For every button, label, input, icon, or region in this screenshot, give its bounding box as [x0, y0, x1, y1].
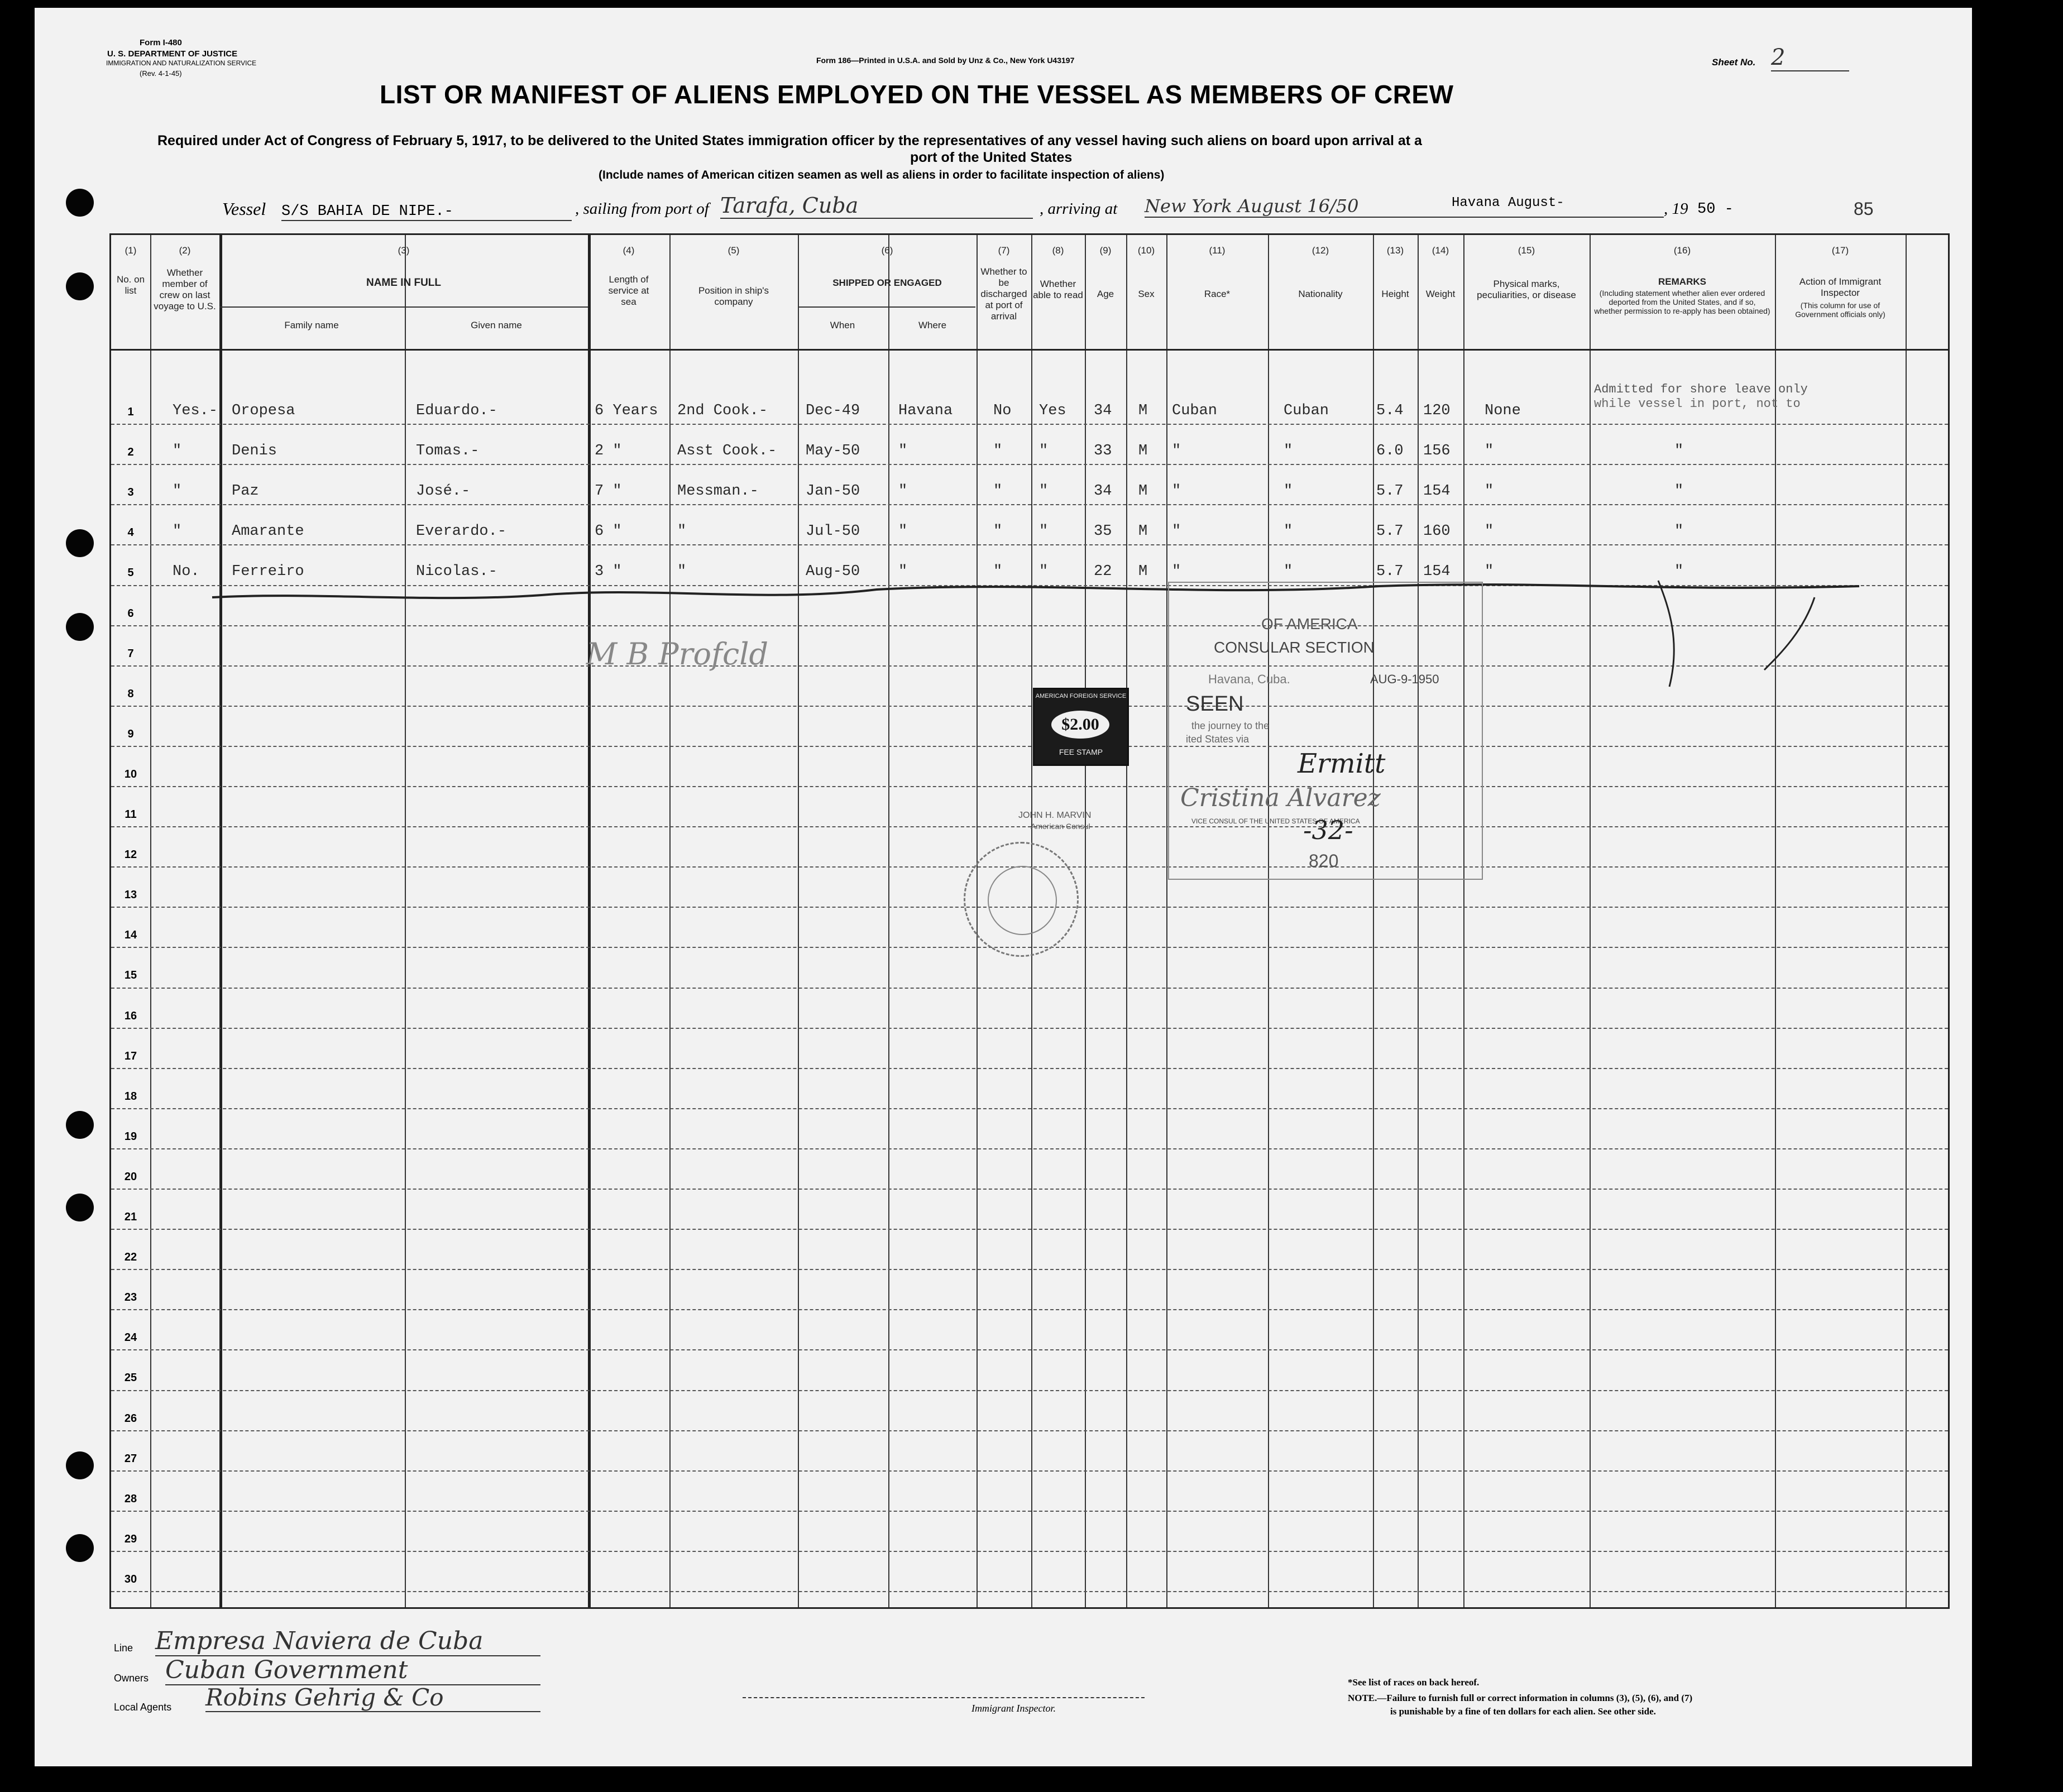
page-number: 85: [1854, 199, 1874, 219]
row-number: 24: [124, 1331, 137, 1344]
cell-able-to-read: ": [1039, 483, 1049, 500]
row-number: 18: [124, 1090, 137, 1103]
cell-previous-voyage: Yes.-: [173, 403, 218, 419]
row-number: 5: [127, 567, 134, 579]
arriving-value: New York August 16/50: [1145, 195, 1664, 218]
cell-weight: 120: [1423, 403, 1451, 419]
row-number: 14: [124, 929, 137, 941]
cell-weight: 154: [1423, 483, 1451, 500]
row-number: 27: [124, 1453, 137, 1465]
cell-previous-voyage: No.: [173, 563, 200, 580]
row-number: 8: [127, 688, 134, 700]
col-label-remarks: REMARKS: [1658, 276, 1706, 287]
row-number: 7: [127, 648, 134, 660]
cell-race: ": [1172, 563, 1181, 580]
row-divider: [111, 1108, 1948, 1109]
circular-seal: [964, 842, 1079, 957]
stamp-handwritten: -32-: [1303, 815, 1353, 845]
cell-height: 5.7: [1376, 523, 1404, 540]
cell-family-name: Denis: [232, 443, 277, 459]
cell-race: ": [1172, 483, 1181, 500]
cell-remarks: ": [1674, 483, 1684, 500]
row-divider: [111, 1309, 1948, 1310]
stamp-journey2: ited States via: [1186, 734, 1250, 745]
cell-shipped-where: Havana: [898, 403, 953, 419]
cell-discharged: ": [993, 443, 1003, 459]
row-divider: [111, 786, 1948, 787]
col-label-position: Position in ship's company: [698, 285, 769, 307]
row-number: 3: [127, 486, 134, 499]
stamp-vice-consul: VICE CONSUL OF THE UNITED STATES OF AMERICA: [1191, 817, 1360, 825]
col-num-5: (5): [727, 245, 740, 256]
fee-stamp-top: AMERICAN FOREIGN SERVICE: [1035, 693, 1127, 699]
col-num-15: (15): [1518, 245, 1535, 256]
row-number: 22: [124, 1251, 137, 1263]
cell-physical-marks: ": [1485, 443, 1494, 459]
row-number: 29: [124, 1533, 137, 1545]
arriving-typed: Havana August-: [1452, 195, 1564, 210]
binder-hole: [66, 613, 94, 641]
cell-shipped-when: May-50: [806, 443, 860, 459]
revision: (Rev. 4-1-45): [140, 69, 182, 78]
cell-weight: 160: [1423, 523, 1451, 540]
footer-line-label: Line: [114, 1642, 133, 1654]
printer-note: Form 186—Printed in U.S.A. and Sold by Unz & Co., New York U43197: [816, 56, 1075, 65]
row-number: 16: [124, 1010, 137, 1022]
footer-inspector-label: Immigrant Inspector.: [971, 1703, 1056, 1714]
sheet-label: Sheet No.: [1712, 57, 1756, 68]
col-num-7: (7): [998, 245, 1010, 256]
consul-name: JOHN H. MARVIN: [1018, 811, 1092, 820]
row-number: 19: [124, 1130, 137, 1143]
cell-previous-voyage: ": [173, 483, 182, 500]
col-label-action: Action of Immigrant Inspector: [1799, 276, 1882, 298]
col-num-2: (2): [179, 245, 191, 256]
cell-able-to-read: ": [1039, 563, 1049, 580]
cell-length-of-service: 7 ": [595, 483, 622, 500]
subtitle-line2: port of the United States: [910, 150, 1073, 165]
cell-family-name: Ferreiro: [232, 563, 304, 580]
col-label-age: Age: [1097, 289, 1114, 299]
cell-length-of-service: 6 Years: [595, 403, 658, 419]
service: IMMIGRATION AND NATURALIZATION SERVICE: [106, 59, 257, 67]
cell-age: 33: [1094, 443, 1112, 459]
cell-race: Cuban: [1172, 403, 1218, 419]
cell-age: 34: [1094, 403, 1112, 419]
row-number: 26: [124, 1412, 137, 1425]
row-number: 15: [124, 969, 137, 981]
col-num-4: (4): [623, 245, 635, 256]
cell-nationality: ": [1284, 563, 1293, 580]
row-divider: [111, 1229, 1948, 1230]
row-divider: [111, 1390, 1948, 1391]
stamp-number: 820: [1309, 851, 1339, 871]
stamp-city: Havana, Cuba.: [1208, 672, 1290, 686]
sheet-number: 2: [1771, 45, 1849, 71]
cell-able-to-read: ": [1039, 523, 1049, 540]
cell-position: Asst Cook.-: [677, 443, 777, 459]
col-num-6: (6): [881, 245, 893, 256]
col-num-8: (8): [1052, 245, 1064, 256]
col-num-3: (3): [398, 245, 410, 256]
row-divider: [111, 504, 1948, 505]
cell-length-of-service: 2 ": [595, 443, 622, 459]
cell-previous-voyage: ": [173, 443, 182, 459]
year-label: , 19: [1664, 200, 1688, 218]
vessel-value: S/S BAHIA DE NIPE.-: [281, 203, 572, 221]
cell-discharged: No: [993, 403, 1012, 419]
col-num-9: (9): [1099, 245, 1112, 256]
cell-given-name: Eduardo.-: [416, 403, 497, 419]
cell-position: ": [677, 523, 687, 540]
page-title: LIST OR MANIFEST OF ALIENS EMPLOYED ON THE VESSEL AS MEMBERS OF CREW: [380, 80, 1454, 109]
row-divider: [111, 1028, 1948, 1029]
cell-length-of-service: 6 ": [595, 523, 622, 540]
fee-stamp-value: $2.00: [1051, 711, 1109, 739]
col-label-family-name: Family name: [284, 320, 339, 330]
col-num-12: (12): [1311, 245, 1329, 256]
handwritten-initials: M B Profcld: [586, 636, 769, 672]
cell-physical-marks: None: [1485, 403, 1521, 419]
footer-agents-label: Local Agents: [114, 1702, 172, 1713]
cell-previous-voyage: ": [173, 523, 182, 540]
cell-family-name: Oropesa: [232, 403, 295, 419]
remarks-row1-line2: while vessel in port, not to: [1594, 397, 1801, 411]
col-label-read: Whether able to read: [1033, 279, 1083, 300]
row-divider: [111, 424, 1948, 425]
row-number: 13: [124, 889, 137, 901]
cell-able-to-read: Yes: [1039, 403, 1066, 419]
cell-height: 6.0: [1376, 443, 1404, 459]
footer-note-line1: NOTE.—Failure to furnish full or correct information in columns (3), (5), (6), and (7): [1348, 1693, 1693, 1703]
subtitle-line1: Required under Act of Congress of February 5, 1917, to be delivered to the United States immigration officer by the representatives of any vessel having such aliens on board upon arrival at a: [157, 133, 1422, 148]
cell-age: 22: [1094, 563, 1112, 580]
vessel-label: Vessel: [222, 199, 266, 219]
row-number: 17: [124, 1050, 137, 1062]
row-divider: [111, 1511, 1948, 1512]
col-num-10: (10): [1137, 245, 1155, 256]
remarks-row1: Admitted for shore leave only: [1594, 382, 1808, 396]
row-divider: [111, 1470, 1948, 1472]
inspector-signature-line: [743, 1697, 1145, 1698]
col-label-nationality: Nationality: [1298, 289, 1343, 299]
col-num-13: (13): [1386, 245, 1404, 256]
col-label-physical: Physical marks, peculiarities, or disease: [1477, 279, 1576, 300]
footer-note-line2: is punishable by a fine of ten dollars for each alien. See other side.: [1390, 1706, 1656, 1717]
row-divider: [111, 464, 1948, 465]
col-label-height: Height: [1381, 289, 1409, 299]
sailing-label: , sailing from port of: [575, 200, 709, 218]
footer-owners-value: Cuban Government: [165, 1656, 540, 1685]
consular-stamp: [1168, 582, 1483, 880]
cell-position: Messman.-: [677, 483, 759, 500]
cell-shipped-where: ": [898, 523, 908, 540]
cell-family-name: Amarante: [232, 523, 304, 540]
stamp-signature-2: Cristina Alvarez: [1180, 784, 1381, 812]
sailing-value: Tarafa, Cuba: [720, 193, 1033, 219]
cell-race: ": [1172, 443, 1181, 459]
cell-discharged: ": [993, 483, 1003, 500]
form-number: Form I-480: [140, 38, 182, 47]
cell-sex: M: [1138, 563, 1148, 580]
cell-nationality: ": [1284, 483, 1293, 500]
cell-shipped-when: Jan-50: [806, 483, 860, 500]
cell-given-name: Tomas.-: [416, 443, 480, 459]
cell-height: 5.7: [1376, 483, 1404, 500]
footer-owners-label: Owners: [114, 1673, 149, 1684]
footer-races-note: *See list of races on back hereof.: [1348, 1677, 1480, 1688]
row-divider: [111, 746, 1948, 747]
cell-physical-marks: ": [1485, 523, 1494, 540]
col-num-17: (17): [1831, 245, 1849, 256]
cell-age: 34: [1094, 483, 1112, 500]
row-divider: [111, 706, 1948, 707]
footer-agents-value: Robins Gehrig & Co: [205, 1684, 540, 1712]
department: U. S. DEPARTMENT OF JUSTICE: [107, 49, 238, 59]
cell-weight: 156: [1423, 443, 1451, 459]
col-num-1: (1): [125, 245, 137, 256]
col-label-sex: Sex: [1138, 289, 1155, 299]
cell-given-name: Everardo.-: [416, 523, 507, 540]
fee-stamp: [1033, 688, 1129, 766]
col-label-service: Length of service at sea: [608, 274, 649, 307]
stamp-journey1: the journey to the: [1191, 720, 1270, 731]
row-number: 23: [124, 1291, 137, 1304]
col-num-11: (11): [1209, 245, 1226, 256]
row-number: 2: [127, 446, 134, 458]
cell-sex: M: [1138, 523, 1148, 540]
binder-hole: [66, 1111, 94, 1139]
handwritten-strike: [207, 558, 1882, 692]
arriving-label: , arriving at: [1040, 200, 1118, 218]
cell-given-name: Nicolas.-: [416, 563, 497, 580]
stamp-seen: SEEN: [1186, 692, 1244, 716]
cell-sex: M: [1138, 443, 1148, 459]
row-number: 6: [127, 607, 134, 620]
row-number: 21: [124, 1211, 137, 1223]
row-divider: [111, 1068, 1948, 1069]
cell-family-name: Paz: [232, 483, 259, 500]
cell-sex: M: [1138, 403, 1148, 419]
cell-remarks: ": [1674, 563, 1684, 580]
cell-weight: 154: [1423, 563, 1451, 580]
cell-nationality: Cuban: [1284, 403, 1329, 419]
row-number: 12: [124, 849, 137, 861]
cell-sex: M: [1138, 483, 1148, 500]
row-divider: [111, 1148, 1948, 1149]
col-label-discharged: Whether to be discharged at port of arrival: [980, 266, 1027, 322]
cell-position: 2nd Cook.-: [677, 403, 768, 419]
row-number: 30: [124, 1573, 137, 1585]
cell-able-to-read: ": [1039, 443, 1049, 459]
binder-hole: [66, 272, 94, 300]
cell-length-of-service: 3 ": [595, 563, 622, 580]
cell-given-name: José.-: [416, 483, 471, 500]
row-divider: [111, 1269, 1948, 1270]
col-label-name: NAME IN FULL: [366, 277, 442, 289]
footer-line-value: Empresa Naviera de Cuba: [155, 1627, 540, 1656]
row-number: 1: [127, 406, 134, 418]
row-divider: [111, 1349, 1948, 1350]
binder-hole: [66, 189, 94, 217]
cell-age: 35: [1094, 523, 1112, 540]
stamp-line1: OF AMERICA: [1261, 615, 1358, 633]
col-num-14: (14): [1432, 245, 1449, 256]
cell-shipped-where: ": [898, 483, 908, 500]
row-number: 9: [127, 728, 134, 740]
row-divider: [111, 544, 1948, 545]
col-label-action-note: (This column for use of Government officials only): [1795, 301, 1885, 319]
row-number: 4: [127, 526, 134, 539]
cell-height: 5.7: [1376, 563, 1404, 580]
year-value: 50 -: [1697, 201, 1734, 218]
stamp-date: AUG-9-1950: [1370, 672, 1439, 686]
row-divider: [111, 826, 1948, 827]
cell-physical-marks: ": [1485, 483, 1494, 500]
cell-discharged: ": [993, 563, 1003, 580]
binder-hole: [66, 1534, 94, 1562]
cell-nationality: ": [1284, 523, 1293, 540]
col-label-when: When: [830, 320, 855, 330]
consul-title: American Consul: [1031, 822, 1090, 831]
subtitle-line3: (Include names of American citizen seamen as well as aliens in order to facilitate inspection of aliens): [599, 169, 1165, 181]
col-label-given-name: Given name: [471, 320, 522, 330]
binder-hole: [66, 1194, 94, 1221]
col-label-where: Where: [918, 320, 947, 330]
row-number: 25: [124, 1372, 137, 1384]
col-label-shipped: SHIPPED OR ENGAGED: [832, 277, 942, 288]
col-label-race: Race*: [1204, 289, 1231, 299]
cell-nationality: ": [1284, 443, 1293, 459]
row-number: 11: [125, 808, 137, 821]
cell-physical-marks: ": [1485, 563, 1494, 580]
row-divider: [111, 1430, 1948, 1431]
col-label-weight: Weight: [1425, 289, 1456, 299]
cell-shipped-where: ": [898, 563, 908, 580]
cell-position: ": [677, 563, 687, 580]
row-number: 10: [124, 768, 137, 780]
col-label-previous-voyage: Whether member of crew on last voyage to U.S.: [154, 267, 216, 312]
stamp-signature: Ermitt: [1298, 748, 1386, 779]
cell-discharged: ": [993, 523, 1003, 540]
row-divider: [111, 1189, 1948, 1190]
row-number: 28: [124, 1493, 137, 1505]
fee-stamp-bottom: FEE STAMP: [1059, 748, 1103, 756]
col-label-remarks-note: (Including statement whether alien ever ordered deported from the United States, and if so, whether permission to re-apply has been obtained): [1594, 289, 1770, 315]
col-num-16: (16): [1673, 245, 1691, 256]
cell-shipped-when: Jul-50: [806, 523, 860, 540]
cell-shipped-when: Dec-49: [806, 403, 860, 419]
row-divider: [111, 1591, 1948, 1592]
col-label-no: No. on list: [116, 274, 145, 296]
row-divider: [111, 988, 1948, 989]
cell-race: ": [1172, 523, 1181, 540]
binder-hole: [66, 1451, 94, 1479]
stamp-line2: CONSULAR SECTION: [1214, 639, 1375, 656]
row-divider: [111, 1551, 1948, 1552]
cell-height: 5.4: [1376, 403, 1404, 419]
row-number: 20: [124, 1171, 137, 1183]
cell-shipped-where: ": [898, 443, 908, 459]
cell-remarks: ": [1674, 523, 1684, 540]
cell-remarks: ": [1674, 443, 1684, 459]
binder-hole: [66, 529, 94, 557]
cell-shipped-when: Aug-50: [806, 563, 860, 580]
